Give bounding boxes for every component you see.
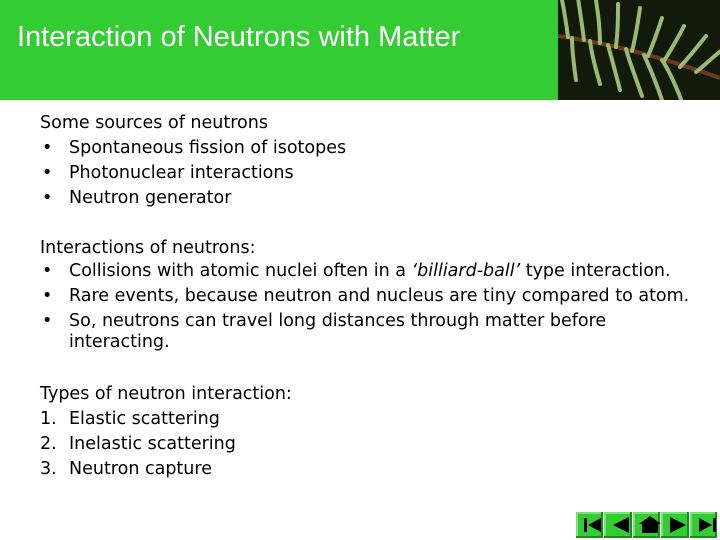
list-item-text: Neutron generator [69,188,232,208]
list-item [40,161,700,186]
list-item-text: Photonuclear interactions [69,163,294,183]
home-button[interactable] [633,512,660,538]
list-item [40,457,700,482]
interaction-types-section [40,382,700,482]
list-item-text: Spontaneous fission of isotopes [69,138,347,158]
bullet-icon: • [42,286,53,306]
list-number: 1. [40,409,57,429]
list-item-text: Elastic scattering [69,409,220,429]
bullet-icon: • [42,311,53,331]
list-item-text: So, neutrons can travel long distances through matter before interacting. [69,311,607,352]
section-heading: Types of neutron interaction: [40,384,292,404]
section-heading: Interactions of neutrons: [40,238,256,258]
fern-icon [558,0,720,100]
list-item [40,186,700,211]
list-item [40,311,700,353]
list-item [40,286,700,307]
bullet-icon: • [42,163,53,183]
list-number: 3. [40,459,57,479]
last-slide-button[interactable] [690,512,717,538]
list-item-text: Neutron capture [69,459,212,479]
next-slide-button[interactable] [661,512,688,538]
list-item-text: Inelastic scattering [69,434,236,454]
bullet-icon: • [42,138,53,158]
list-item-text: Rare events, because neutron and nucleus are tiny compared to atom. [69,286,690,306]
list-item [40,261,700,282]
first-slide-button[interactable] [576,512,603,538]
section-heading: Some sources of neutrons [40,113,268,133]
slide-body [40,111,700,482]
slide-title: Interaction of Neutrons with Matter [17,21,461,53]
title-bar [0,0,558,100]
list-item [40,407,700,432]
neutron-sources-section [40,111,700,211]
bullet-icon: • [42,261,53,281]
list-number: 2. [40,434,57,454]
fern-image [558,0,720,100]
neutron-interactions-section [40,236,700,353]
last-slide-icon [690,512,720,538]
bullet-icon: • [42,188,53,208]
list-item [40,136,700,161]
list-item-text: Collisions with atomic nuclei often in a ‘billiard-ball’ type interaction. [69,261,671,281]
previous-slide-button[interactable] [604,512,631,538]
list-item [40,432,700,457]
slide-navigation [576,512,717,538]
